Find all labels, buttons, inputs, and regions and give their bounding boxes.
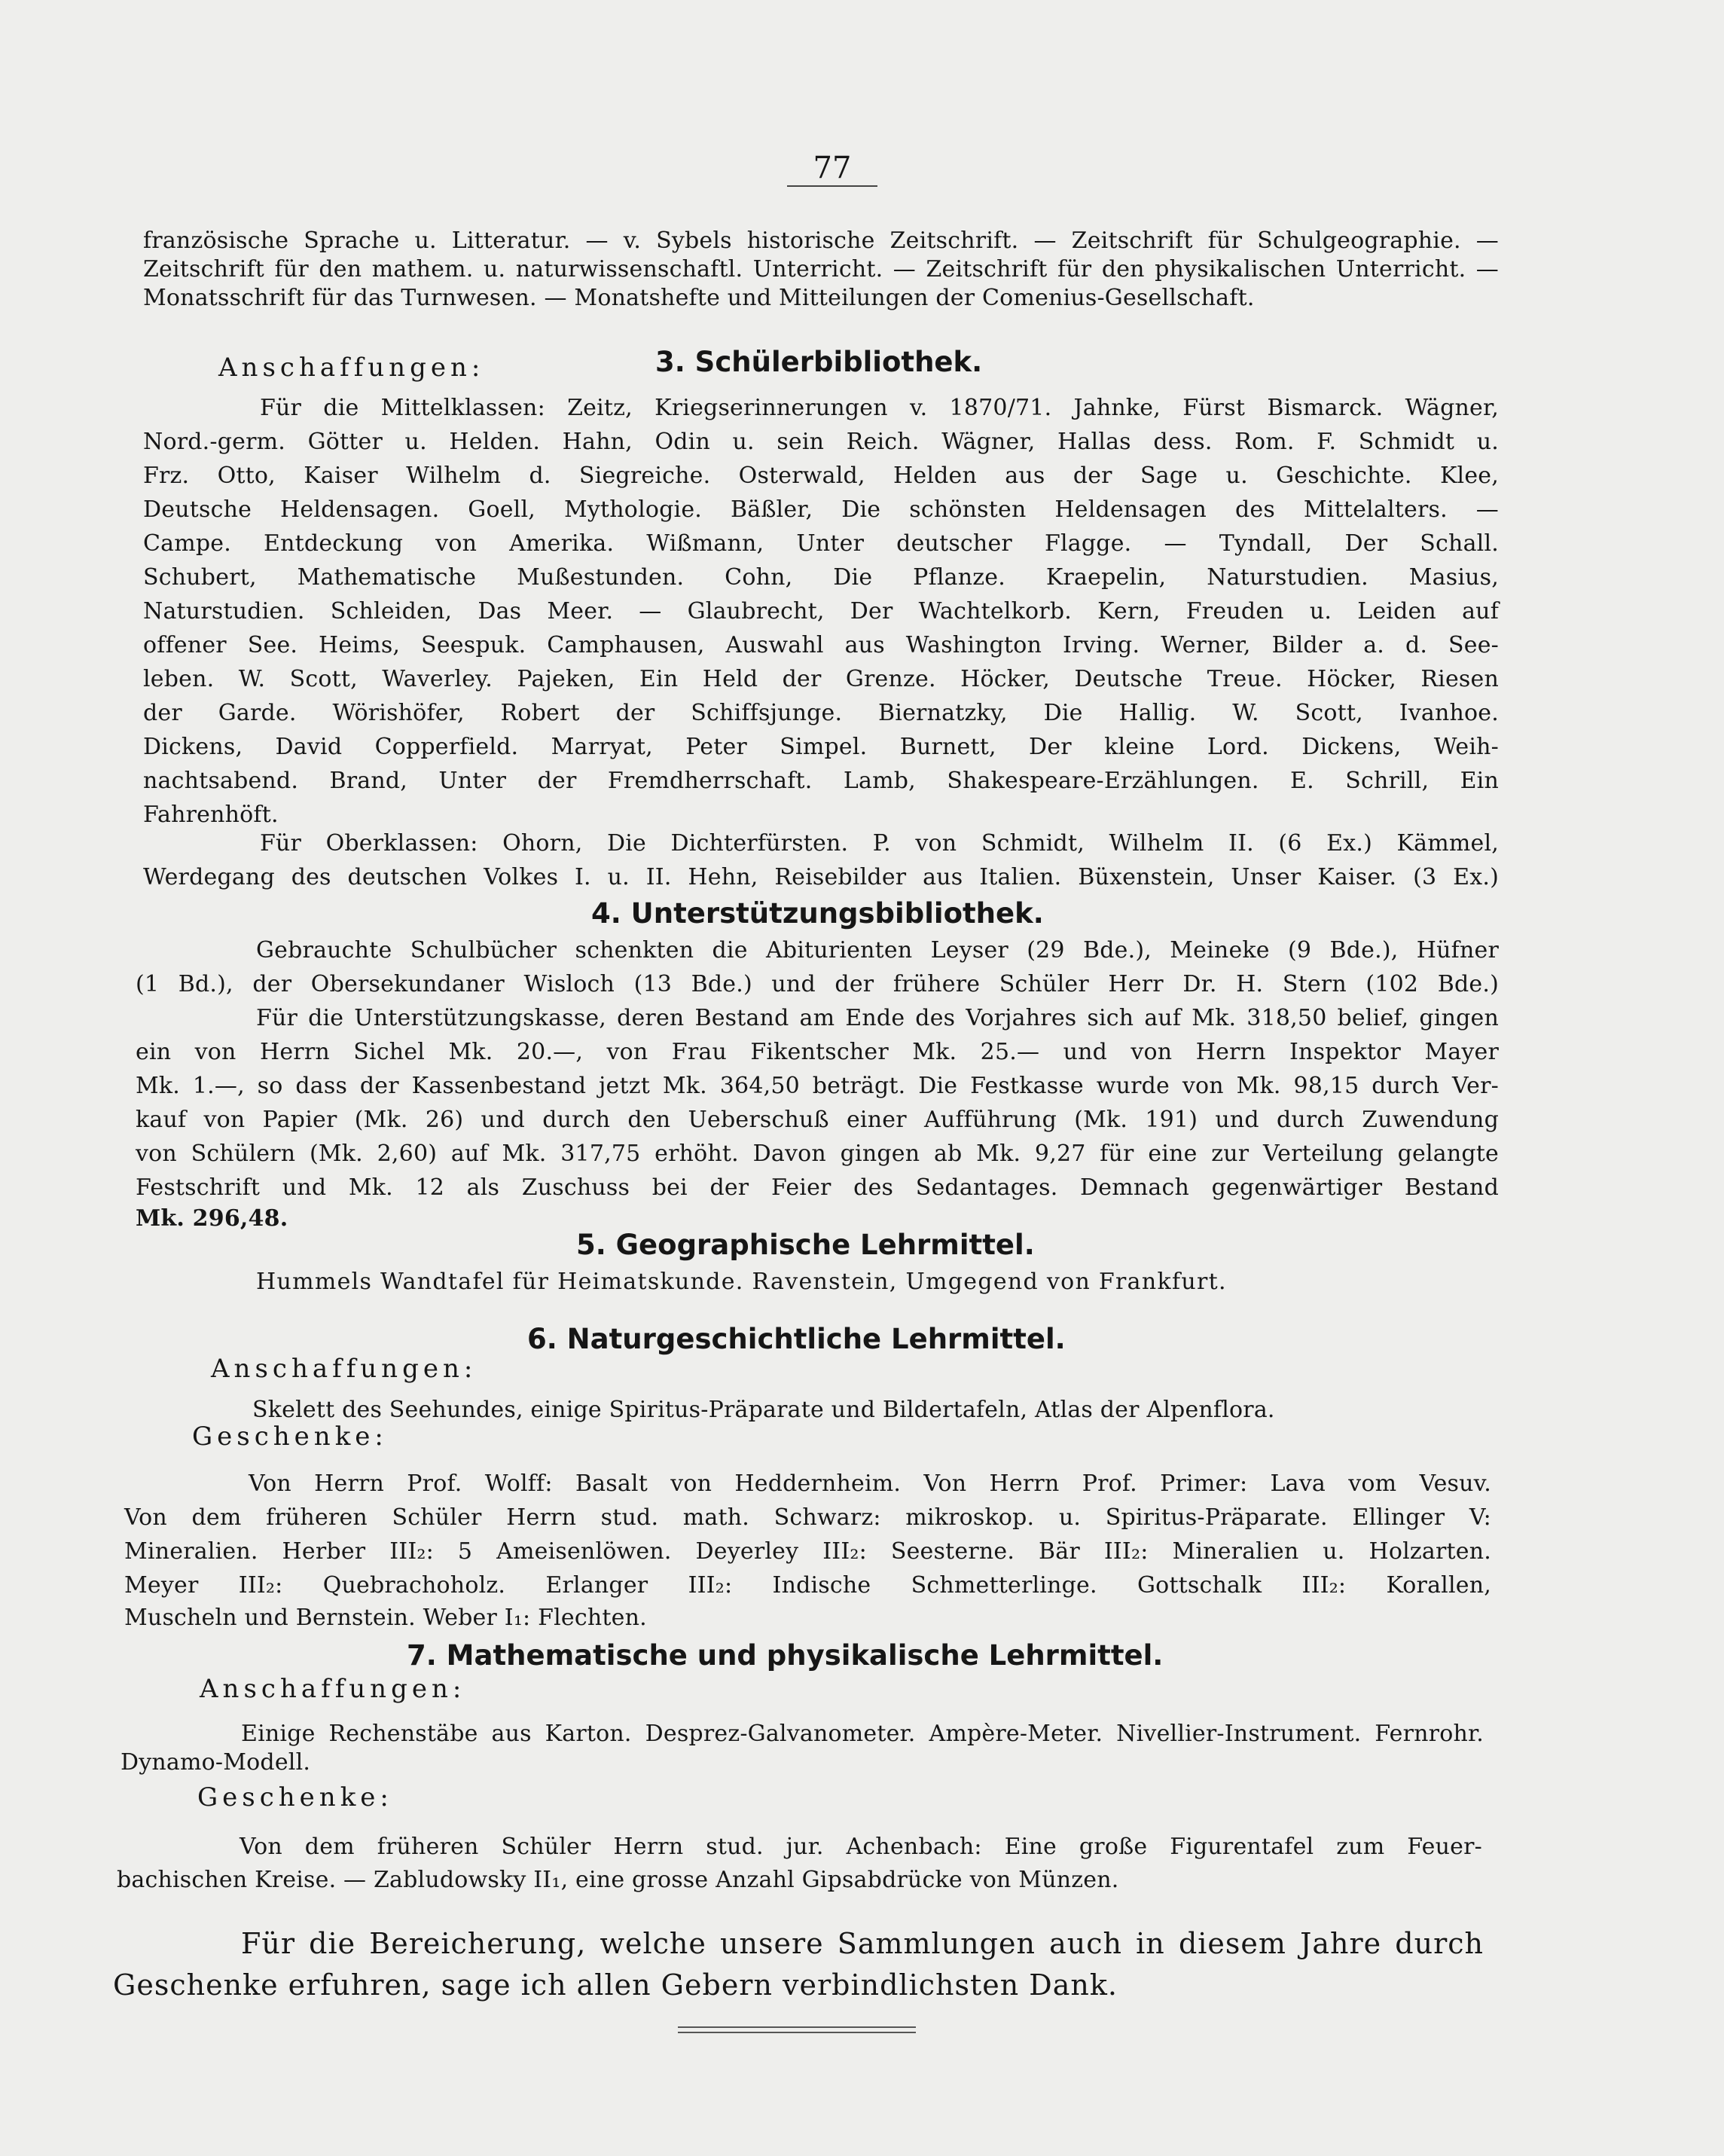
subheading-acquisitions: Anschaffungen:	[211, 1354, 478, 1384]
body-line: Festschrift und Mk. 12 als Zuschuss bei der Feier des Sedantages. Demnach gegenwärtiger Bestand	[136, 1174, 1499, 1201]
body-line: Mineralien. Herber III₂: 5 Ameisenlöwen. Deyerley III₂: Seesterne. Bär III₂: Mineralien u. Holzarten.	[124, 1538, 1491, 1565]
body-line: Meyer III₂: Quebrachoholz. Erlanger III₂: Indische Schmetterlinge. Gottschalk III₂: Korallen,	[124, 1572, 1491, 1599]
section-heading-schuelerbibliothek: 3. Schülerbibliothek.	[655, 346, 983, 378]
body-line: Von Herrn Prof. Wolff: Basalt von Heddernheim. Von Herrn Prof. Primer: Lava vom Vesuv.	[249, 1470, 1491, 1497]
subheading-acquisitions: Anschaffungen:	[218, 353, 485, 383]
body-line: Mk. 1.—, so dass der Kassenbestand jetzt Mk. 364,50 beträgt. Die Festkasse wurde von Mk. 98,15 durch Ver-	[136, 1073, 1499, 1099]
body-line: bachischen Kreise. — Zabludowsky II₁, eine grosse Anzahl Gipsabdrücke von Münzen.	[117, 1867, 1119, 1893]
body-line: Für die Unterstützungskasse, deren Bestand am Ende des Vorjahres sich auf Mk. 318,50 belief, gingen	[256, 1005, 1499, 1031]
body-line: französische Sprache u. Litteratur. — v. Sybels historische Zeitschrift. — Zeitschrift für Schulgeographie. —	[143, 228, 1499, 254]
section-heading-naturgeschichtliche-lehrmittel: 6. Naturgeschichtliche Lehrmittel.	[527, 1323, 1066, 1355]
body-line: Einige Rechenstäbe aus Karton. Desprez-Galvanometer. Ampère-Meter. Nivellier-Instrument. Fernrohr.	[241, 1721, 1484, 1747]
body-line: leben. W. Scott, Waverley. Pajeken, Ein Held der Grenze. Höcker, Deutsche Treue. Höcker, Riesen	[143, 666, 1499, 692]
body-line: kauf von Papier (Mk. 26) und durch den Ueberschuß einer Aufführung (Mk. 191) und durch Zuwendung	[136, 1107, 1499, 1133]
closing-line: Für die Bereicherung, welche unsere Sammlungen auch in diesem Jahre durch	[241, 1927, 1484, 1960]
section-heading-mathematische-lehrmittel: 7. Mathematische und physikalische Lehrmittel.	[407, 1639, 1164, 1672]
end-rule	[678, 2032, 916, 2033]
body-line: Von dem früheren Schüler Herrn stud. math. Schwarz: mikroskop. u. Spiritus-Präparate. Ellinger V:	[124, 1504, 1491, 1531]
body-line: Fahrenhöft.	[143, 802, 279, 828]
body-line: offener See. Heims, Seespuk. Camphausen, Auswahl aus Washington Irving. Werner, Bilder a. d. See-	[143, 632, 1499, 658]
body-line: Campe. Entdeckung von Amerika. Wißmann, Unter deutscher Flagge. — Tyndall, Der Schall.	[143, 530, 1499, 557]
body-line: Werdegang des deutschen Volkes I. u. II. Hehn, Reisebilder aus Italien. Büxenstein, Unser Kaiser. (3 Ex.)	[143, 864, 1499, 890]
body-line: von Schülern (Mk. 2,60) auf Mk. 317,75 erhöht. Davon gingen ab Mk. 9,27 für eine zur Verteilung gelangte	[136, 1141, 1499, 1167]
body-line: der Garde. Wörishöfer, Robert der Schiffsjunge. Biernatzky, Die Hallig. W. Scott, Ivanhoe.	[143, 700, 1499, 726]
body-line: Skelett des Seehundes, einige Spiritus-Präparate und Bildertafeln, Atlas der Alpenflora.	[252, 1397, 1275, 1423]
body-line: Gebrauchte Schulbücher schenkten die Abiturienten Leyser (29 Bde.), Meineke (9 Bde.), Hüfner	[256, 937, 1499, 963]
body-line: Nord.-germ. Götter u. Helden. Hahn, Odin u. sein Reich. Wägner, Hallas dess. Rom. F. Schmidt u.	[143, 429, 1499, 455]
page-number-rule	[787, 185, 877, 187]
section-heading-unterstuetzungsbibliothek: 4. Unterstützungsbibliothek.	[591, 897, 1044, 930]
body-line: Deutsche Heldensagen. Goell, Mythologie. Bäßler, Die schönsten Heldensagen des Mittelalters. —	[143, 496, 1499, 523]
body-line: nachtsabend. Brand, Unter der Fremdherrschaft. Lamb, Shakespeare-Erzählungen. E. Schrill, Ein	[143, 768, 1499, 794]
body-line: (1 Bd.), der Obersekundaner Wisloch (13 Bde.) und der frühere Schüler Herr Dr. H. Stern (102 Bde.)	[136, 971, 1499, 997]
body-line: Schubert, Mathematische Mußestunden. Cohn, Die Pflanze. Kraepelin, Naturstudien. Masius,	[143, 564, 1499, 591]
body-line: Für die Mittelklassen: Zeitz, Kriegserinnerungen v. 1870/71. Jahnke, Fürst Bismarck. Wägner,	[260, 395, 1499, 421]
body-line: Mk. 296,48.	[136, 1205, 288, 1232]
end-rule	[678, 2026, 916, 2028]
body-line: Muscheln und Bernstein. Weber I₁: Flechten.	[124, 1605, 647, 1631]
body-line: Monatsschrift für das Turnwesen. — Monatshefte und Mitteilungen der Comenius-Gesellschaft.	[143, 285, 1255, 311]
section-heading-geographische-lehrmittel: 5. Geographische Lehrmittel.	[576, 1229, 1035, 1261]
body-line: Frz. Otto, Kaiser Wilhelm d. Siegreiche. Osterwald, Helden aus der Sage u. Geschichte. Klee,	[143, 463, 1499, 489]
body-line: Zeitschrift für den mathem. u. naturwissenschaftl. Unterricht. — Zeitschrift für den physikalischen Unterricht. —	[143, 256, 1499, 282]
body-line: Naturstudien. Schleiden, Das Meer. — Glaubrecht, Der Wachtelkorb. Kern, Freuden u. Leiden auf	[143, 598, 1499, 625]
body-line: Dickens, David Copperfield. Marryat, Peter Simpel. Burnett, Der kleine Lord. Dickens, Weih-	[143, 734, 1499, 760]
closing-line: Geschenke erfuhren, sage ich allen Gebern verbindlichsten Dank.	[113, 1968, 1118, 2002]
subheading-acquisitions: Anschaffungen:	[200, 1674, 466, 1704]
body-line: Dynamo-Modell.	[121, 1749, 311, 1776]
body-line: Hummels Wandtafel für Heimatskunde. Ravenstein, Umgegend von Frankfurt.	[256, 1269, 1227, 1295]
subheading-gifts: Geschenke:	[192, 1422, 388, 1452]
body-line: ein von Herrn Sichel Mk. 20.—, von Frau Fikentscher Mk. 25.— und von Herrn Inspektor Mayer	[136, 1039, 1499, 1065]
body-line: Für Oberklassen: Ohorn, Die Dichterfürsten. P. von Schmidt, Wilhelm II. (6 Ex.) Kämmel,	[260, 830, 1499, 857]
subheading-gifts: Geschenke:	[197, 1782, 393, 1812]
body-line: Von dem früheren Schüler Herrn stud. jur. Achenbach: Eine große Figurentafel zum Feuer-	[240, 1834, 1482, 1860]
page-number: 77	[813, 151, 852, 185]
